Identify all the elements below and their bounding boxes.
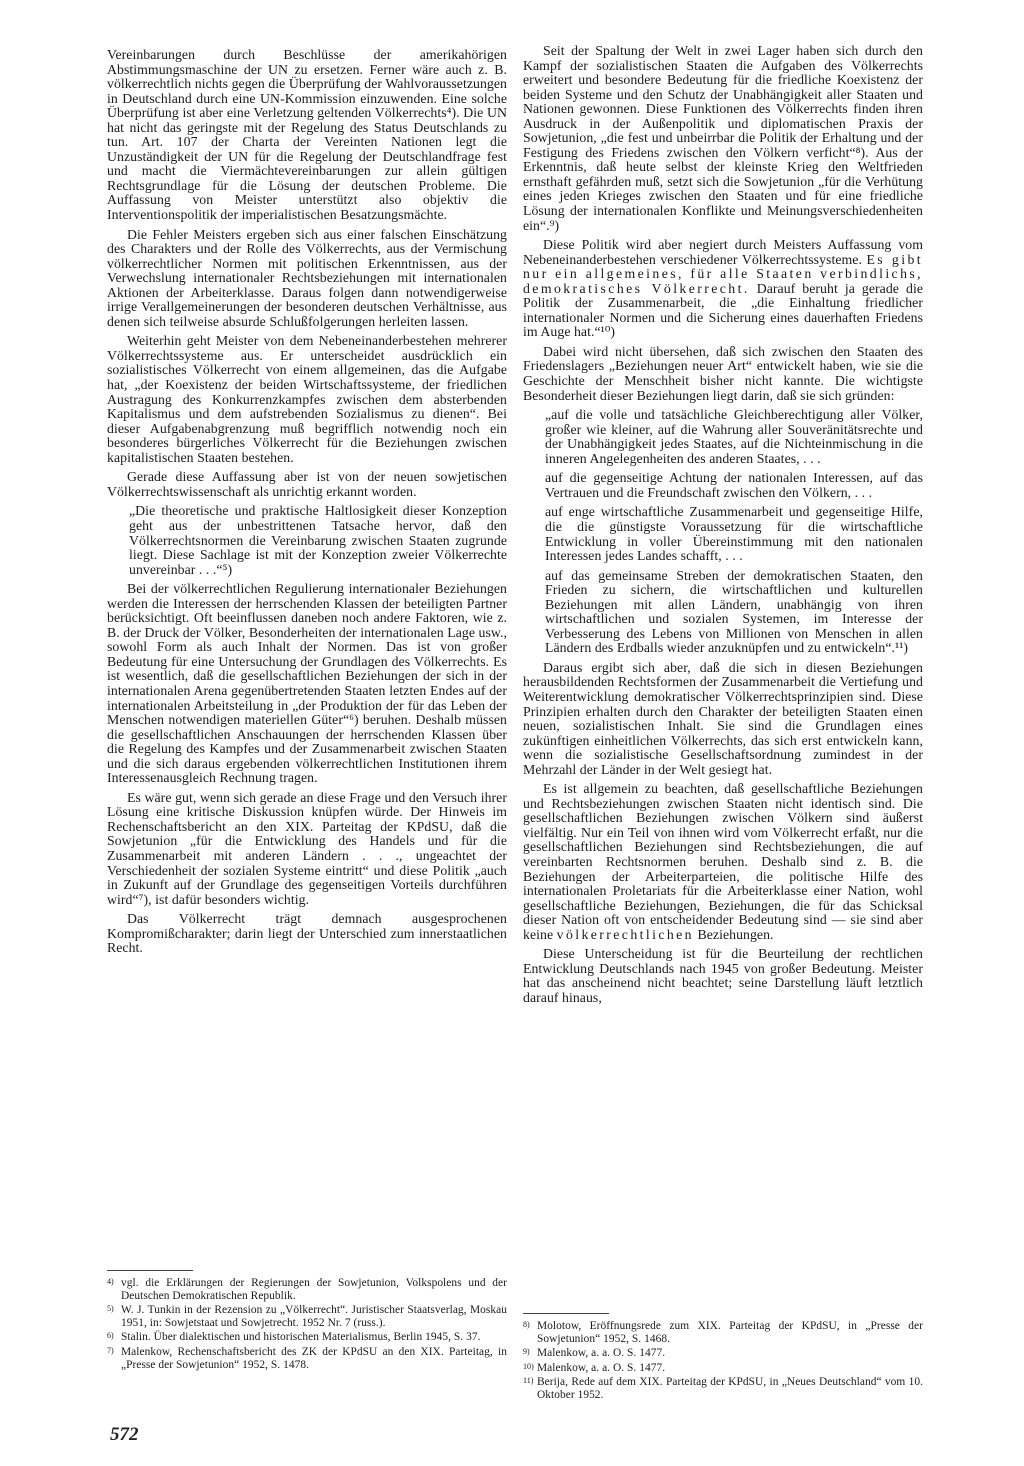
paragraph: Gerade diese Auffassung aber ist von der neuen sowjetischen Völkerrechtswissenschaft als unrichtig erkannt worden.	[107, 469, 507, 499]
footnote	[523, 1376, 923, 1401]
paragraph: Bei der völkerrechtlichen Regulierung internationaler Beziehungen werden die Interessen der herrschenden Klassen der beteiligten Partner berücksichtigt. Oft beeinflussen daneben noch andere Faktoren, wie z. B. der Druck der Völker, Besonderheiten der internationalen Lage usw., sowohl Form als auch Inhalt der Normen. Das ist von großer Bedeutung für eine Untersuchung der Grundlagen des Völkerrechts. Es ist wesentlich, daß die gesellschaftlichen Beziehungen der sich in der internationalen Arena gegenübertretenden Staaten letzten Endes auf der internationalen Arbeitsteilung in „der Produktion der für das Leben der Menschen notwendigen materiellen Güter“⁶) beruhen. Deshalb müssen die gesellschaftlichen Anschauungen der herrschenden Klassen über die Regelung des Kampfes und der Zusammenarbeit zwischen Staaten und die sich daraus ergebenden völkerrechtlichen Institutionen ihrem Interessenausgleich Rechnung tragen.	[107, 581, 507, 786]
paragraph-text: Diese Politik wird aber negiert durch Meisters Auffassung vom Nebeneinanderbestehen verschiedener Völkerrechtssysteme.	[523, 237, 923, 267]
footnote	[107, 1331, 507, 1344]
paragraph: Dabei wird nicht übersehen, daß sich zwischen den Staaten des Friedenslagers „Beziehungen neuer Art“ entwickelt haben, wie sie die Geschichte der Menschheit bisher nicht kannte. Die wichtigste Besonderheit dieser Beziehungen liegt darin, daß sie sich gründen:	[523, 343, 923, 403]
footnotes-left	[107, 1270, 507, 1373]
block-quote: auf die gegenseitige Achtung der nationalen Interessen, auf das Vertrauen und die Freundschaft zwischen den Völkern, . . .	[545, 470, 923, 500]
footnote-text: Stalin. Über dialektischen und historischen Materialismus, Berlin 1945, S. 37.	[121, 1331, 481, 1344]
footnote-text: Malenkow, a. a. O. S. 1477.	[537, 1361, 666, 1374]
footnote-text: vgl. die Erklärungen der Regierungen der Sowjetunion, Volkspolens und der Deutschen Demokratischen Republik.	[121, 1277, 507, 1302]
paragraph: Weiterhin geht Meister von dem Nebeneinanderbestehen mehrerer Völkerrechtssysteme aus. Er unterscheidet ausdrücklich ein sozialistisches Völkerrecht von einem allgemeinen, das die Aufgabe hat, „der Koexistenz der beiden Wirtschaftssysteme, der friedlichen Austragung des Konkurrenzkampfes zwischen dem absterbenden Kapitalismus und dem aufstrebenden Sozialismus zu dienen“. Bei dieser Aufgabenabgrenzung muß begrifflich notwendig noch ein besonderes bürgerliches Völkerrecht für die Beziehungen zwischen kapitalistischen Staaten bestehen.	[107, 333, 507, 465]
footnote	[107, 1304, 507, 1329]
block-quote: auf das gemeinsame Streben der demokratischen Staaten, den Frieden zu sichern, die wirtschaftlichen und kulturellen Beziehungen mit allen Ländern, unabhängig von ihren wirtschaftlichen und sozialen Systemen, im Interesse der Verbesserung des Lebens von Millionen von Menschen in allen Ländern des Erdballs wieder anzuknüpfen und zu entwickeln“.¹¹)	[545, 567, 923, 656]
paragraph-text: Es ist allgemein zu beachten, daß gesellschaftliche Beziehungen und Rechtsbeziehungen zwischen Staaten nicht identisch sind. Die gesellschaftlichen Beziehungen zwischen Völkern sind äußerst vielfältig. Nur ein Teil von ihnen wird vom Völkerrecht erfaßt, nur die gesellschaftlichen Beziehungen sind Rechtsbeziehungen, die auf vereinbarten Rechtsnormen beruhen. Deshalb sind z. B. die Beziehungen der Arbeiterparteien, die politische Hilfe des internationalen Proletariats für die Arbeiterklasse einer Nation, wohl gesellschaftliche Beziehungen, Beziehungen, die für das Schicksal dieser Nation oft von entscheidender Bedeutung sind — sie sind aber keine	[523, 781, 923, 942]
block-quote: auf enge wirtschaftliche Zusammenarbeit und gegenseitige Hilfe, die die günstigste Voraussetzung für die wirtschaftliche Entwicklung in voller Übereinstimmung mit den nationalen Interessen jedes Landes schafft, . . .	[545, 504, 923, 564]
footnote-divider	[523, 1313, 609, 1314]
emphasized-text: völkerrechtlichen	[556, 926, 694, 942]
footnote	[107, 1346, 507, 1371]
paragraph	[523, 782, 923, 942]
left-column	[107, 48, 507, 956]
paragraph: Die Fehler Meisters ergeben sich aus einer falschen Einschätzung des Charakters und der Rolle des Völkerrechts, aus der Vermischung völkerrechtlicher Normen mit politischen Erkenntnissen, aus der Verwechslung internationaler Rechtsbeziehungen mit internationalen Aktionen der Arbeiterklasse. Daraus folgen dann notwendigerweise irrige Verallgemeinerungen der besonderen deutschen Verhältnisse, aus denen sich teilweise absurde Schlußfolgerungen herleiten lassen.	[107, 226, 507, 329]
footnote-text: Berija, Rede auf dem XIX. Parteitag der KPdSU, in „Neues Deutschland“ vom 10. Oktober 1952.	[537, 1376, 923, 1401]
right-column	[523, 44, 923, 1005]
paragraph: Diese Unterscheidung ist für die Beurteilung der rechtlichen Entwicklung Deutschlands nach 1945 von großer Bedeutung. Meister hat das anscheinend nicht beachtet; seine Darstellung läuft letztlich darauf hinaus,	[523, 946, 923, 1005]
paragraph: Seit der Spaltung der Welt in zwei Lager haben sich durch den Kampf der sozialistischen Staaten die Aufgaben des Völkerrechts erweitert und besondere Bedeutung für die friedliche Koexistenz der beiden Systeme und den Schutz der Unabhängigkeit aller Staaten und Nationen gewonnen. Diese Funktionen des Völkerrechts finden ihren Ausdruck in der Außenpolitik und diplomatischen Praxis der Sowjetunion, „die fest und unbeirrbar die Politik der Erhaltung und der Festigung des Friedens zwischen den Völkern verficht“⁸). Aus der Erkenntnis, daß heute selbst der kleinste Krieg den Weltfrieden ernsthaft gefährden muß, setzt sich die Sowjetunion „für die Verhütung eines jeden Krieges zwischen den Staaten und für eine friedliche Lösung der internationalen Konflikte und Meinungsverschiedenheiten ein“.⁹)	[523, 43, 923, 233]
footnote-divider	[107, 1270, 193, 1271]
block-quote: „Die theoretische und praktische Haltlosigkeit dieser Konzeption geht aus der unbestrittenen Tatsache hervor, daß den Völkerrechtsnormen die Vereinbarung zwischen Staaten zugrunde liegt. Diese Sachlage ist mit der Konzeption zweier Völkerrechte unvereinbar . . .“⁵)	[129, 503, 507, 577]
footnote-text: Malenkow, a. a. O. S. 1477.	[537, 1347, 666, 1360]
footnote-number: 5)	[107, 1304, 114, 1314]
paragraph-text: Beziehungen.	[697, 926, 774, 942]
footnote	[523, 1362, 923, 1375]
footnote-text: Malenkow, Rechenschaftsbericht des ZK der KPdSU an den XIX. Parteitag, in „Presse der Sowjetunion“ 1952, S. 1478.	[121, 1345, 507, 1371]
paragraph: Vereinbarungen durch Beschlüsse der amerikahörigen Abstimmungsmaschine der UN zu ersetzen. Ferner wäre auch z. B. völkerrechtlich nichts gegen die Überprüfung der Wahlvoraussetzungen in Deutschland durch eine UN-Kommission einzuwenden. Eine solche Überprüfung ist aber eine Verletzung geltenden Völkerrechts⁴). Die UN hat nicht das geringste mit der Regelung des Status Deutschlands zu tun. Art. 107 der Charta der Vereinten Nationen legt die Unzuständigkeit der UN für die Regelung der Deutschlandfrage fest und macht die Viermächtevereinbarungen zur allein gültigen Rechtsgrundlage für die Lösung der deutschen Probleme. Die Auffassung von Meister unterstützt also objektiv die Interventionspolitik der imperialistischen Besatzungsmächte.	[107, 47, 507, 223]
footnote-number: 9)	[523, 1347, 530, 1357]
footnote	[523, 1347, 923, 1360]
block-quote: „auf die volle und tatsächliche Gleichberechtigung aller Völker, großer wie kleiner, auf die Wahrung aller Souveränitätsrechte und der Unabhängigkeit jedes Staates, auf die Nichteinmischung in die inneren Angelegenheiten des anderen Staates, . . .	[545, 407, 923, 466]
paragraph: Daraus ergibt sich aber, daß die sich in diesen Beziehungen herausbildenden Rechtsformen der Zusammenarbeit die Vertiefung und Weiterentwicklung demokratischer Völkerrechtsprinzipien sind. Diese Prinzipien erhalten durch den Charakter der beteiligten Staaten einen neuen, sozialistischen Inhalt. Sie sind die Grundlagen eines zukünftigen einheitlichen Völkerrechts, das sich erst entwickeln kann, wenn die sozialistische Gesellschaftsordnung zumindest in der Mehrzahl der Länder in der Welt gesiegt hat.	[523, 659, 923, 777]
paragraph-text: Darauf beruht ja gerade die Politik der Zusammenarbeit, die „die Einhaltung friedlicher internationaler Normen und die Sicherung eines dauerhaften Friedens im Auge hat.“¹⁰)	[523, 280, 923, 340]
footnote	[523, 1320, 923, 1345]
paragraph: Das Völkerrecht trägt demnach ausgesprochenen Kompromißcharakter; darin liegt der Unterschied zum innerstaatlichen Recht.	[107, 911, 507, 956]
footnote-number: 4)	[107, 1277, 114, 1286]
footnote-number: 7)	[107, 1345, 114, 1355]
footnote-number: 6)	[107, 1331, 114, 1341]
paragraph: Es wäre gut, wenn sich gerade an diese Frage und den Versuch ihrer Lösung eine kritische Diskussion knüpfen würde. Der Hinweis im Rechenschaftsbericht an den XIX. Parteitag der KPdSU, daß die Sowjetunion „für die Entwicklung des Handels und für die Zusammenarbeit mit anderen Ländern . . ., ungeachtet der Verschiedenheit der sozialen Systeme eintritt“ und diese Politik „auch in Zukunft auf der Grundlage des gegenseitigen Vorteils durchführen wird“⁷), ist dafür besonders wichtig.	[107, 789, 507, 907]
footnote-number: 11)	[523, 1376, 534, 1386]
footnote-number: 8)	[523, 1320, 530, 1329]
emphasized-text: Es gibt nur ein allgemeines, für alle Staaten verbindlichs, demokratisches Völkerrecht.	[523, 251, 923, 296]
footnotes-right	[523, 1313, 923, 1404]
footnote-number: 10)	[523, 1361, 534, 1371]
paragraph	[523, 238, 923, 340]
page-number: 572	[110, 1424, 139, 1445]
footnote-text: Molotow, Eröffnungsrede zum XIX. Parteitag der KPdSU, in „Presse der Sowjetunion“ 1952, S. 1468.	[537, 1320, 923, 1345]
footnote	[107, 1277, 507, 1302]
footnote-text: W. J. Tunkin in der Rezension zu „Völkerrecht“. Juristischer Staatsverlag, Moskau 1951, in: Sowjetstaat und Sowjetrecht. 1952 Nr. 7 (russ.).	[121, 1304, 507, 1329]
